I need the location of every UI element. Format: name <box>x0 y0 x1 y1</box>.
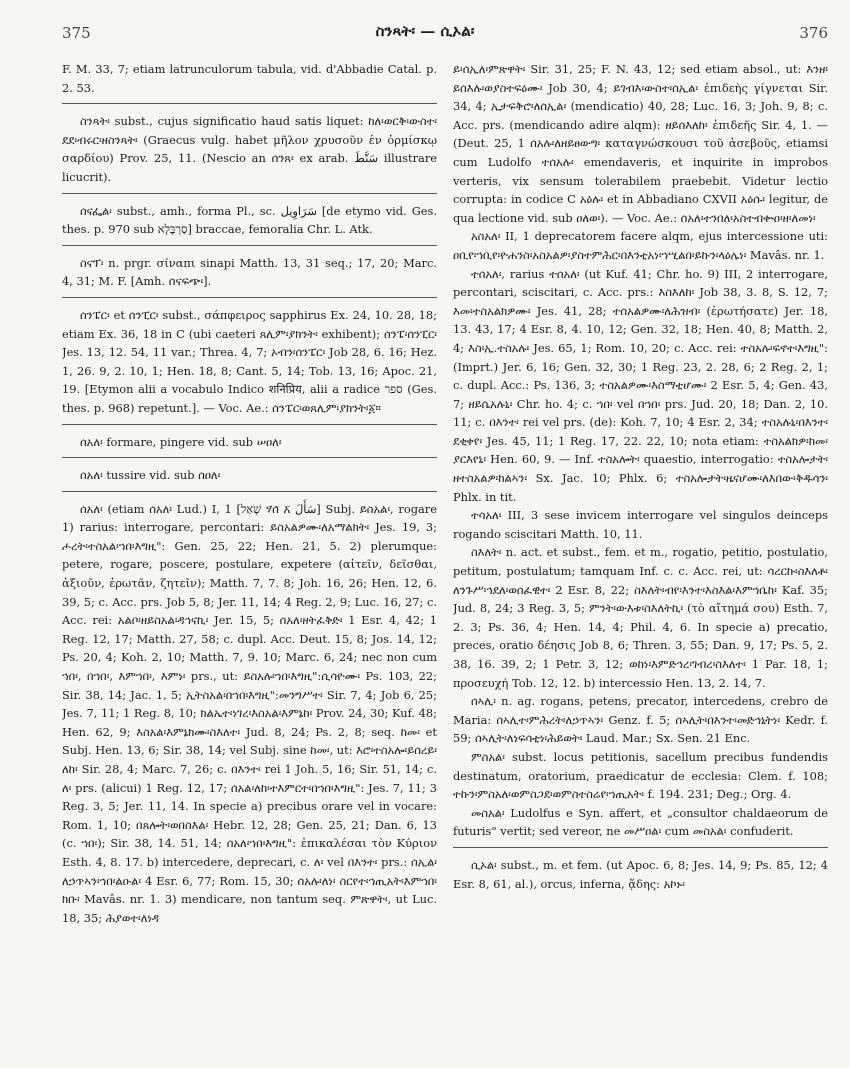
entry-seelat: ስእለት፡ n. act. et subst., fem. et m., rogatio, petitio, postulatio, petitum, postulatum; tamquam Inf. c. c. Acc. rei, ut: ሳረርኩ፡ስእለቶ፡ለንጉሥ፡ኅደለ፡ወሰፈዊተ፡ 2 Esr. 8, 22; ስእለት፡ብየ፡እንተ፡እስእል፡እምኀቤከ፡ Kaf. 35; Jud. 8, 24; 3 Reg. 3, 5; ምንት፡ውእቱ፡ስእለትኪ፡ (τὸ αἴτημά σου) Esth. 7, 2. 3; Ps. 36, 4; Hen. 14, 4; Phil. 4, 6. In specie a) precatio, preces, oratio δέησις Job 8, 6; Thren. 3, 55; Dan. 9, 17; Ps. 5, 2. 38, 16. 39, 2; 1 Petr. 3, 12; ወከነ፡እምድኅረ፡ገብረ፡ስእለተ፡ 1 Par. 18, 1; προσευχή Tob. 12, 12. b) intercessio Hen. 13, 2. 14, 7. <box>453 545 828 690</box>
entry-mesal: ምስአል፡ subst. locus petitionis, sacellum precibus fundendis destinatum, oratorium, praedicatur de ecclesia: Clem. f. 108; ተኩን፡ምስአለ፡ወምስጋደ፡ወምስተስሬየ፡ኀጢአት፡ f. 194. 231; Deg.; Org. 4. <box>453 749 828 802</box>
running-title: ስንጻት፡ — ሲኦል፡ <box>375 22 475 40</box>
entry-sanafel: ሰናፌል፡ subst., amh., forma Pl., sc. سَرَاوِيل [de etymo vid. Ges. thes. p. 970 sub סַרְבָּלָא] braccae, femoralia Chr. L. Atk. <box>62 203 437 237</box>
divider-rule <box>62 193 437 194</box>
divider-rule <box>453 847 828 848</box>
entry-tasaala-invicem: ተሳአለ፡ III, 3 sese invicem interrogare vel singulos deinceps rogando sciscitari Matth. 10, 11. <box>453 508 828 541</box>
divider-rule <box>62 424 437 425</box>
divider-rule <box>62 491 437 492</box>
entry-senper: ሰንፔር፡ et ሰንፒር፡ subst., σάπφειρος sapphirus Ex. 24, 10. 28, 18; etiam Ex. 36, 18 in C (ubi caeteri ጸሊም፡ያክንት፡ exhibent); ሰንፔ፡ሰንፒር፡ Jes. 13, 12. 54, 11 var.; Threa. 4, 7; ኦብን፡ሰንፔር፡ Job 28, 6. 16; Hez. 1, 26. 9, 2. 10, 1; Hen. 18, 8; Cant. 5, 14; Tob. 13, 16; Apoc. 21, 19. [Etymon alii a vocabulo Indico शनिप्रिय, alii a radice ספר (Ges. thes. p. 968) repetunt.]. — Voc. Ae.: ሰንፔር፡ወጸሊም፡ያክንት፡፩። <box>62 307 437 415</box>
divider-rule <box>62 245 437 246</box>
page-number-left: 375 <box>62 24 91 42</box>
entry-sinap: ስናፕ፡ n. prgr. σίναπι sinapi Matth. 13, 31 seq.; 17, 20; Marc. 4, 31; M. F. [Amh. ሰናፍጭ፡]. <box>62 255 437 289</box>
entry-saala-formare: ሰአለ፡ formare, pingere vid. sub ሠዐለ፡ <box>80 434 282 449</box>
page-number-right: 376 <box>799 24 828 42</box>
entry-mesal-ludolf: መስአል፡ Ludolfus e Syn. affert, et „consultor chaldaeorum de futuris" vertit; sed vereor, ne መሥዐል፡ cum መስአል፡ confuderit. <box>453 805 828 839</box>
two-column-body <box>62 60 828 1068</box>
entry-continuation: F. M. 33, 7; etiam latrunculorum tabula, vid. d'Abbadie Catal. p. 2. 53. <box>62 62 437 95</box>
left-column <box>62 60 437 1068</box>
right-column <box>453 60 828 1068</box>
entry-siol: ሲኦል፡ subst., m. et fem. (ut Apoc. 6, 8; Jes. 14, 9; Ps. 85, 12; 4 Esr. 8, 61, al.), orcus, inferna, ᾅδης: አኮኑ፡ <box>453 857 828 891</box>
divider-rule <box>62 457 437 458</box>
entry-saala-rogare: ሰአለ፡ (etiam ሰአለ፡ Lud.) I, 1 [שָׁאַל ሃ̃ሰ̃ አ̃ سَأَلَ] Subj. ይስአል፡, rogare 1) rarius: interrogare, percontari: ይስአልዎሙ፡ለአማልክት፡ Jes. 19, 3; ሖረት፡ተስአል፡ኀበ፡እግዚ": Gen. 25, 22; Hen. 21, 5. 2) plerumque: petere, rogare, poscere, postulare, expetere (αἰτεῖν, δεῖσθαι, ἀξιοῦν, ἐρωτᾶν, ζητεῖν); Matth. 7, 7. 8; Joh. 16, 26; Hen. 12, 6. 39, 5; c. Acc. prs. Job 5, 8; Jer. 11, 14; 4 Reg. 2, 9; Luc. 16, 27; c. Acc. rei: አልቦ፡ዘይስአል፡ዳኅናኪ፡ Jer. 15, 5; ሰአለ፡ዘትፈቅድ፡ 1 Esr. 4, 42; 1 Reg. 12, 17; Matth. 27, 58; c. dupl. Acc. Deut. 15, 8; Jos. 14, 12; Ps. 20, 4; Koh. 2, 10; Matth. 7, 9. 10; Marc. 6, 24; nec non cum ኀበ፡, በኀበ፡, እምኀበ፡, እምነ፡ prs., ut: ይስአሉ፡ኀበ፡እግዚ":ሲሳዮሙ፡ Ps. 103, 22; Sir. 38, 14; Jac. 1, 5; ኢትስአል፡በኀበ፡እግዚ":መንግሥተ፡ Sir. 7, 4; Job 6, 25; Jes. 7, 11; 1 Reg. 8, 10; ክልኤተ፡ነገረ፡እስአል፡እምኔከ፡ Prov. 24, 30; Kuf. 48; Hen. 62, 9; እስአል፡እምኔክሙ፡ስእለተ፡ Jud. 8, 24; Ps. 2, 8; seq. ከመ፡ et Subj. Hen. 13, 6; Sir. 38, 14; vel Subj. sine ከመ፡, ut: እሮ፡ተስአሎ፡ይሰረይ፡ለከ፡ Sir. 28, 4; Marc. 7, 26; c. በእንተ፡ rei 1 Joh. 5, 16; Sir. 51, 14; c. ለ፡ prs. (alicui) 1 Reg. 12, 17; ሰአል፡ለከ፡ተእምርተ፡በኀበ፡እግዚ": Jes. 7, 11; 3 Reg. 3, 5; Jer. 11, 14. In specie a) precibus orare vel in vocare: Rom. 1, 10; በጸሎት፡ወበስእል፡ Hebr. 12, 28; Gen. 25, 21; Dan. 6, 13 (c. ኀበ፡); Sir. 38, 14. 51, 14; ሰአለ፡ኀበ፡እግዚ": ἐπικαλέσαι τὸν Κύριον Esth. 4, 8. 17. b) intercedere, deprecari, c. ለ፡ vel በእንተ፡ prs.: ሰኢል፡ለኃጥኣን፡ኀበ፡ልዑል፡ 4 Esr. 6, 77; Rom. 15, 30; ሰአሉ፡ለነ፡ ስርየተ፡ኀጢአት፡እምኀበ፡ክቡ፡ Mavâs. nr. 1. 3) mendicare, non tantum seq. ምጽዋት፡, ut Luc. 18, 35; ሕያወተ፡ለነዳ <box>62 501 437 925</box>
entry-saala-tussire: ሰአለ፡ tussire vid. sub ሰዐለ፡ <box>80 468 221 483</box>
divider-rule <box>62 297 437 298</box>
divider-rule <box>62 103 437 104</box>
entry-continuation: ይ፡ሰኢለ፡ምጽዋት፡ Sir. 31, 25; F. N. 43, 12; sed etiam absol., ut: እንዘ፡ይሰእሉ፡ወያስተፍዕሙ፡ Job 30, 4; ይገብእ፡ውስተ፡ሰኢል፡ ἐπιδεὴς γίγνεται Sir. 34, 4; ኢታፍቅሮ፡ለሰኢል፡ (mendicatio) 40, 28; Luc. 16, 3; Joh. 9, 8; c. Acc. prs. (mendicando adire alqm): ዘይሰእለከ፡ ἐπιδεῆς Sir. 4, 1. — (Deut. 25, 1 ሰአሉ፡ለዘይፀውግ፡ καταγνώσκουσι τοῦ ἀσεβοῦς, etiamsi cum Ludolfo ተሰአሉ፡ emendaveris, et inquirite in improbos verteris, vix sensum tolerabilem praebebit. Videtur lectio corrupta: in codice C አዕሉ፡ et in Abbadiano CXVII አዕሱ፡ legitur, de qua lectione vid. sub ዐለወ፡). — Voc. Ae.: ሰአለ፡ተንበለ፡አስተብቍዐ፡ዘ፡ለመነ፡ <box>453 62 828 225</box>
entry-saali: ሰኣሊ፡ n. ag. rogans, petens, precator, intercedens, crebro de Maria: ሰኣሊተ፡ምሕረት፡ለኃጥኣን፡ Genz. f. 5; ሰኣሊት፡በእንተ፡መድኅኒትነ፡ Kedr. f. 59; ሰኣሊት፡ለነፍሳቲነ፡ሕይወት፡ Laud. Mar.; Sx. Sen. 21 Enc. <box>453 694 828 746</box>
entry-sinsat: ስንጻት፡ subst., cujus significatio haud satis liquet: ከለ፡ወርቅ፡ውስተ፡ደደ፡ብሩር፡ዘስንጻት፡ (Graecus vulg. habet μῆλον χρυσοῦν ἐν ὁρμίσκῳ σαρδίου) Prov. 25, 11. (Nescio an ሰንጸ፡ ex arab. سَنَّطَ illustrare licucrit). <box>62 114 437 184</box>
entry-asala: አስአለ፡ II, 1 deprecatorem facere alqm, ejus intercessione uti: ዐቢየ፡ኀቢየ፡ዮሐንስ፡አስአልዎ፡ያስተምሕር፡በእንቲአነ፡ኀሢልበ፡ይኩን፡ላዕሌነ፡ Mavâs. nr. 1. <box>453 229 828 262</box>
entry-tasaala: ተሰአለ፡, rarius ተሰአለ፡ (ut Kuf. 41; Chr. ho. 9) III, 2 interrogare, percontari, sciscitari, c. Acc. prs.: እስእለከ፡ Job 38, 3. 8, S. 12, 7; እመ፡ተስአልክዎሙ፡ Jes. 41, 28; ተሰአልዎሙ፡ለሕዝብ፡ (ἐρωτήσατε) Jer. 18, 13. 43, 17; 4 Esr. 8, 4. 10, 12; Gen. 32, 18; Hen. 40, 8; Matth. 2, 4; እስ፡ኢ.ተስአሉ፡ Jes. 65, 1; Rom. 10, 20; c. Acc. rei: ተስአሉ፡ፍኖተ፡እግዚ": (Imprt.) Jer. 6, 16; Gen. 32, 30; 1 Reg. 23, 2. 28, 6; 2 Reg. 2, 1; c. dupl. Acc.: Ps. 136, 3; ተስአልዎሙ፡እስማቲሆሙ፡ 2 Esr. 5, 4; Gen. 43, 7; ዘይሴአሉኒ፡ Chr. ho. 4; c. ኀበ፡ vel በኀበ፡ prs. Jud. 20, 18; Dan. 2, 10. 11; c. በእንተ፡ rei vel prs. (de): Koh. 7, 10; 4 Esr. 2, 34; ተስአሉኒ፡በእንተ፡ደቂቀየ፡ Jes. 45, 11; 1 Reg. 17, 22. 22, 10; nota etiam: ተስአልክዎ፡ከመ፡ያርእየኒ፡ Hen. 60, 9. — Inf. ተስአሎት፡ quaestio, interrogatio: ተስአሎታት፡ዘተስአልዎ፡ከልኣን፡ Sx. Jac. 10; Phlx. 6; ተስአሎታት፡ዜናሆሙ፡ለእበው፡ቅዱሳን፡ Phlx. in tit. <box>453 266 828 504</box>
page-header <box>0 18 850 48</box>
